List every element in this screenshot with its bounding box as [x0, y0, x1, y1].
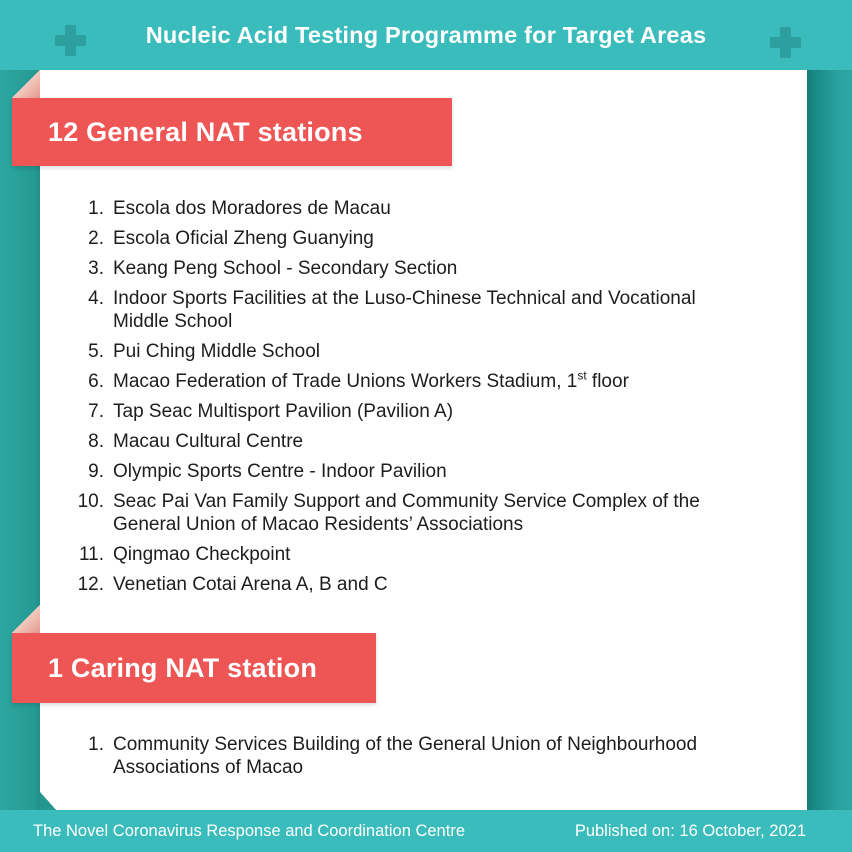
general-nat-stations-list: [40, 197, 788, 603]
list-item-number: 11.: [78, 544, 104, 565]
list-item-number: 10.: [77, 491, 104, 512]
list-item-text: Associations of Macao: [113, 757, 304, 778]
list-item-number: 4.: [88, 288, 104, 309]
list-item-number: 7.: [88, 401, 104, 422]
medical-cross-icon-bar: [780, 27, 791, 58]
list-item-text: Qingmao Checkpoint: [113, 544, 291, 565]
page-title: Nucleic Acid Testing Programme for Target Areas: [145, 22, 707, 48]
footer-band: [0, 810, 852, 852]
list-item-text: Pui Ching Middle School: [113, 341, 321, 362]
list-item-text: Escola Oficial Zheng Guanying: [113, 228, 374, 249]
list-item-text: Indoor Sports Facilities at the Luso-Chinese Technical and Vocational: [113, 288, 696, 309]
banner-caring-label: 1 Caring NAT station: [48, 652, 318, 683]
list-item-text: Macao Federation of Trade Unions Workers Stadium, 1st floor: [113, 368, 629, 392]
list-item-text: Tap Seac Multisport Pavilion (Pavilion A): [113, 401, 454, 422]
list-item: [40, 543, 788, 566]
list-item: [40, 490, 788, 536]
list-item-number: 6.: [88, 371, 104, 392]
ordinal-superscript: st: [577, 368, 587, 383]
ribbon-fold: [12, 605, 40, 633]
banner-caring-nat-station: [12, 633, 376, 703]
list-item-text: Venetian Cotai Arena A, B and C: [113, 574, 388, 595]
list-item: [40, 460, 788, 483]
list-item-number: 8.: [88, 431, 104, 452]
list-item: [40, 733, 788, 779]
list-item: [40, 400, 788, 423]
header-band: [0, 0, 852, 70]
list-item-text: Community Services Building of the General Union of Neighbourhood: [113, 734, 698, 755]
paper-bottom-corner-fold: [40, 792, 56, 810]
list-item-text: Macau Cultural Centre: [113, 431, 304, 452]
list-item-number: 9.: [88, 461, 104, 482]
list-item: [40, 370, 788, 393]
list-item-text: Seac Pai Van Family Support and Community Service Complex of the: [113, 491, 700, 512]
caring-nat-station-list: [40, 733, 788, 786]
list-item-number: 12.: [77, 574, 104, 595]
list-item-number: 1.: [88, 734, 104, 755]
list-item: [40, 227, 788, 250]
banner-general-label: 12 General NAT stations: [48, 116, 363, 147]
list-item: [40, 340, 788, 363]
list-item: [40, 257, 788, 280]
list-item-text: Escola dos Moradores de Macau: [113, 198, 391, 219]
list-item-number: 1.: [88, 198, 104, 219]
footer-organisation: The Novel Coronavirus Response and Coordination Centre: [33, 821, 465, 840]
list-item: [40, 573, 788, 596]
list-item-number: 2.: [88, 228, 104, 249]
right-teal-strip: [807, 70, 852, 810]
medical-cross-icon: [770, 27, 801, 58]
banner-general-nat-stations: [12, 98, 452, 166]
list-item: [40, 430, 788, 453]
list-item-number: 5.: [88, 341, 104, 362]
list-item: [40, 197, 788, 220]
list-item-text: Keang Peng School - Secondary Section: [113, 258, 458, 279]
footer-published-date: Published on: 16 October, 2021: [574, 821, 806, 840]
ribbon-fold: [12, 70, 40, 98]
list-item-number: 3.: [88, 258, 104, 279]
list-item-text: Olympic Sports Centre - Indoor Pavilion: [113, 461, 447, 482]
list-item: [40, 287, 788, 333]
list-item-text: General Union of Macao Residents’ Associations: [113, 514, 524, 535]
list-item-text: Middle School: [113, 311, 233, 332]
